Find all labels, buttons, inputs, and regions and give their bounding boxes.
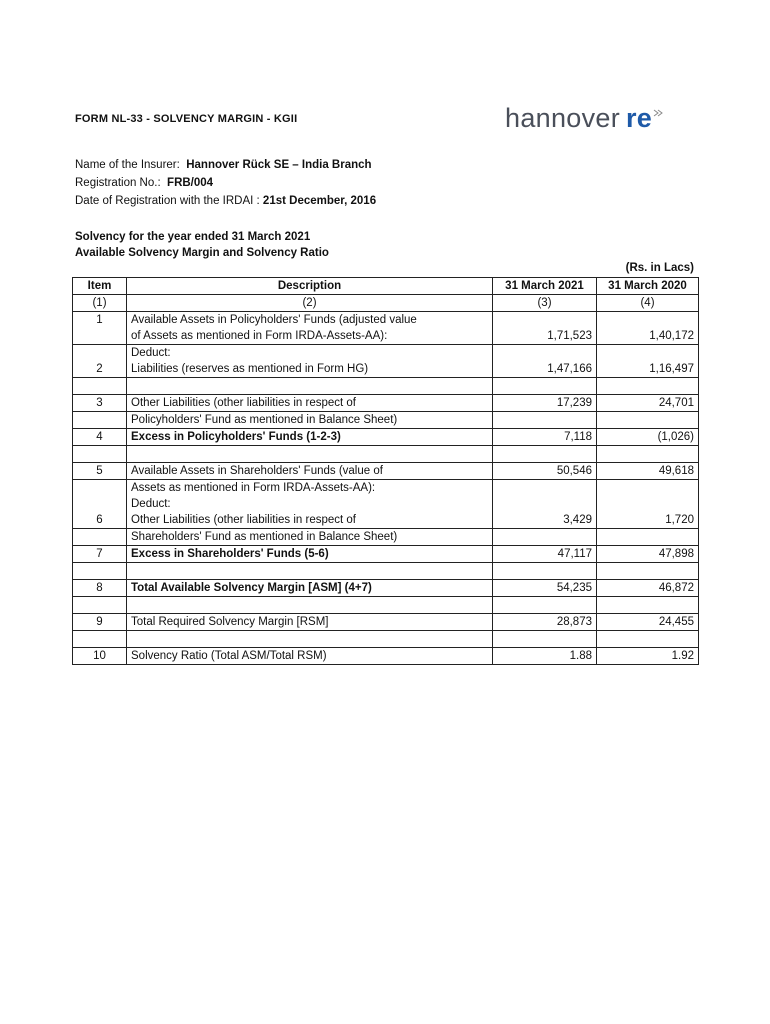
- row-value-2021: 17,239: [493, 395, 597, 412]
- row-value-2020: [597, 412, 699, 429]
- row-value-2020: 1.92: [597, 648, 699, 665]
- table-row: [73, 563, 699, 580]
- row-value-2021: [493, 631, 597, 648]
- table-row: [73, 496, 699, 512]
- row-item: 2: [73, 361, 127, 378]
- insurer-name-line: [75, 159, 372, 171]
- row-value-2020: 24,701: [597, 395, 699, 412]
- table-row: [73, 529, 699, 546]
- table-row: [73, 429, 699, 446]
- row-description: of Assets as mentioned in Form IRDA-Assets-AA):: [127, 328, 493, 345]
- row-value-2020: 1,16,497: [597, 361, 699, 378]
- table-row: [73, 631, 699, 648]
- table-row: [73, 614, 699, 631]
- row-description: Other Liabilities (other liabilities in respect of: [127, 512, 493, 529]
- row-value-2020: [597, 480, 699, 497]
- row-description: [127, 378, 493, 395]
- row-item: [73, 496, 127, 512]
- row-item: [73, 378, 127, 395]
- table-row: [73, 463, 699, 480]
- col-number: (1): [73, 295, 127, 312]
- registration-line: [75, 177, 213, 189]
- col-number: (3): [493, 295, 597, 312]
- row-item: 10: [73, 648, 127, 665]
- table-row: [73, 648, 699, 665]
- row-item: 5: [73, 463, 127, 480]
- section-subheading: Available Solvency Margin and Solvency Ratio: [75, 247, 329, 259]
- table-row: [73, 546, 699, 563]
- row-value-2021: [493, 563, 597, 580]
- row-value-2021: 54,235: [493, 580, 597, 597]
- registration-label: Registration No.:: [75, 177, 161, 189]
- row-value-2021: 47,117: [493, 546, 597, 563]
- form-title: FORM NL-33 - SOLVENCY MARGIN - KGII: [75, 113, 298, 125]
- table-row: [73, 345, 699, 362]
- row-description: Excess in Shareholders' Funds (5-6): [127, 546, 493, 563]
- table-row: [73, 580, 699, 597]
- row-item: 1: [73, 312, 127, 329]
- table-row: [73, 378, 699, 395]
- row-description: [127, 597, 493, 614]
- row-value-2021: [493, 412, 597, 429]
- row-value-2021: [493, 378, 597, 395]
- row-description: Available Assets in Shareholders' Funds (value of: [127, 463, 493, 480]
- row-item: 7: [73, 546, 127, 563]
- row-value-2021: [493, 480, 597, 497]
- row-value-2020: [597, 496, 699, 512]
- table-row: [73, 446, 699, 463]
- row-description: Total Available Solvency Margin [ASM] (4+7): [127, 580, 493, 597]
- row-description: [127, 446, 493, 463]
- table-row: [73, 412, 699, 429]
- solvency-table: [72, 277, 699, 665]
- row-description: Shareholders' Fund as mentioned in Balance Sheet): [127, 529, 493, 546]
- row-value-2021: [493, 597, 597, 614]
- row-value-2021: 1,47,166: [493, 361, 597, 378]
- row-value-2021: [493, 345, 597, 362]
- row-item: [73, 328, 127, 345]
- table-row: [73, 597, 699, 614]
- row-description: [127, 631, 493, 648]
- row-item: [73, 480, 127, 497]
- row-description: Excess in Policyholders' Funds (1-2-3): [127, 429, 493, 446]
- unit-label: (Rs. in Lacs): [625, 262, 694, 274]
- row-item: [73, 446, 127, 463]
- row-value-2021: 50,546: [493, 463, 597, 480]
- registration-value: FRB/004: [167, 177, 214, 189]
- col-number: (4): [597, 295, 699, 312]
- row-value-2020: 24,455: [597, 614, 699, 631]
- row-value-2020: [597, 563, 699, 580]
- row-value-2021: 1.88: [493, 648, 597, 665]
- row-description: Deduct:: [127, 496, 493, 512]
- row-description: Total Required Solvency Margin [RSM]: [127, 614, 493, 631]
- row-value-2020: [597, 529, 699, 546]
- row-description: Other Liabilities (other liabilities in respect of: [127, 395, 493, 412]
- row-value-2021: 28,873: [493, 614, 597, 631]
- logo-mark-icon: [653, 109, 663, 117]
- row-description: Deduct:: [127, 345, 493, 362]
- row-value-2020: [597, 378, 699, 395]
- row-item: [73, 529, 127, 546]
- row-value-2020: 47,898: [597, 546, 699, 563]
- row-value-2020: [597, 631, 699, 648]
- row-item: [73, 563, 127, 580]
- row-description: Policyholders' Fund as mentioned in Balance Sheet): [127, 412, 493, 429]
- row-value-2021: [493, 496, 597, 512]
- row-value-2020: [597, 597, 699, 614]
- row-value-2020: 1,40,172: [597, 328, 699, 345]
- row-value-2020: 49,618: [597, 463, 699, 480]
- table-row: [73, 312, 699, 329]
- row-value-2021: 7,118: [493, 429, 597, 446]
- table-row: [73, 395, 699, 412]
- table-row: [73, 480, 699, 497]
- row-value-2020: (1,026): [597, 429, 699, 446]
- row-description: Solvency Ratio (Total ASM/Total RSM): [127, 648, 493, 665]
- table-row: [73, 328, 699, 345]
- row-item: [73, 345, 127, 362]
- row-value-2021: [493, 529, 597, 546]
- hannover-re-logo: [505, 103, 652, 134]
- row-item: [73, 412, 127, 429]
- row-description: Available Assets in Policyholders' Funds (adjusted value: [127, 312, 493, 329]
- registration-date-value: 21st December, 2016: [262, 195, 377, 207]
- row-description: [127, 563, 493, 580]
- row-value-2020: [597, 312, 699, 329]
- logo-text: hannover: [505, 103, 620, 133]
- header-2021: 31 March 2021: [493, 278, 597, 295]
- header-description: Description: [127, 278, 493, 295]
- row-value-2021: [493, 312, 597, 329]
- table-row: [73, 361, 699, 378]
- registration-date-label: Date of Registration with the IRDAI :: [75, 195, 260, 207]
- header-item: Item: [73, 278, 127, 295]
- row-value-2021: [493, 446, 597, 463]
- row-value-2020: 46,872: [597, 580, 699, 597]
- logo-accent: re: [626, 103, 653, 133]
- row-value-2021: 1,71,523: [493, 328, 597, 345]
- row-item: [73, 631, 127, 648]
- row-item: 3: [73, 395, 127, 412]
- registration-date-line: [75, 195, 376, 207]
- insurer-name-value: Hannover Rück SE – India Branch: [186, 159, 372, 171]
- row-item: 8: [73, 580, 127, 597]
- row-value-2021: 3,429: [493, 512, 597, 529]
- row-item: 6: [73, 512, 127, 529]
- row-value-2020: [597, 345, 699, 362]
- col-number: (2): [127, 295, 493, 312]
- section-heading: Solvency for the year ended 31 March 2021: [75, 231, 311, 243]
- header-2020: 31 March 2020: [597, 278, 699, 295]
- row-description: Liabilities (reserves as mentioned in Form HG): [127, 361, 493, 378]
- row-value-2020: 1,720: [597, 512, 699, 529]
- table-row: [73, 512, 699, 529]
- row-description: Assets as mentioned in Form IRDA-Assets-AA):: [127, 480, 493, 497]
- row-item: [73, 597, 127, 614]
- row-value-2020: [597, 446, 699, 463]
- row-item: 4: [73, 429, 127, 446]
- insurer-name-label: Name of the Insurer:: [75, 159, 180, 171]
- row-item: 9: [73, 614, 127, 631]
